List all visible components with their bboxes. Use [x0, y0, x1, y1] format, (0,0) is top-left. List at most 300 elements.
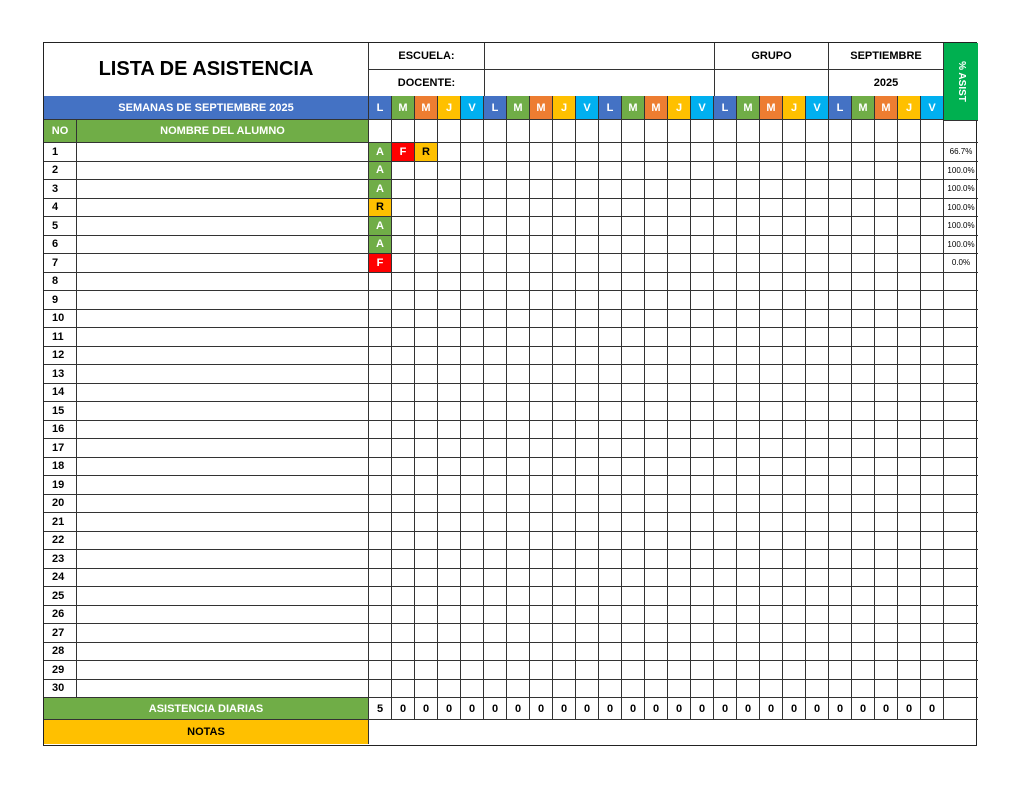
attendance-cell[interactable]: [852, 180, 875, 199]
attendance-cell[interactable]: [576, 199, 599, 218]
attendance-cell[interactable]: [783, 569, 806, 588]
attendance-cell[interactable]: [921, 310, 944, 329]
attendance-cell[interactable]: [921, 254, 944, 273]
attendance-cell[interactable]: [737, 180, 760, 199]
attendance-cell[interactable]: [415, 680, 438, 699]
attendance-cell[interactable]: [576, 661, 599, 680]
attendance-cell[interactable]: [783, 458, 806, 477]
attendance-cell[interactable]: [484, 199, 507, 218]
attendance-cell[interactable]: [714, 680, 737, 699]
attendance-cell[interactable]: [806, 476, 829, 495]
attendance-cell[interactable]: [553, 439, 576, 458]
attendance-cell[interactable]: [507, 550, 530, 569]
attendance-cell[interactable]: [737, 347, 760, 366]
attendance-cell[interactable]: [714, 513, 737, 532]
attendance-cell[interactable]: [760, 661, 783, 680]
attendance-cell[interactable]: [875, 624, 898, 643]
attendance-cell[interactable]: [691, 513, 714, 532]
attendance-cell[interactable]: [438, 458, 461, 477]
attendance-cell[interactable]: [461, 550, 484, 569]
attendance-cell[interactable]: [806, 569, 829, 588]
attendance-cell[interactable]: [576, 291, 599, 310]
attendance-cell[interactable]: [622, 513, 645, 532]
attendance-cell[interactable]: [530, 347, 553, 366]
attendance-cell[interactable]: [415, 162, 438, 181]
attendance-cell[interactable]: [691, 384, 714, 403]
attendance-cell[interactable]: [530, 236, 553, 255]
attendance-cell[interactable]: [645, 310, 668, 329]
attendance-cell[interactable]: [622, 421, 645, 440]
attendance-cell[interactable]: [599, 606, 622, 625]
attendance-cell[interactable]: [737, 532, 760, 551]
attendance-cell[interactable]: [875, 143, 898, 162]
attendance-cell[interactable]: [714, 439, 737, 458]
attendance-cell[interactable]: [553, 236, 576, 255]
attendance-cell[interactable]: [875, 569, 898, 588]
attendance-cell[interactable]: [392, 273, 415, 292]
attendance-cell[interactable]: [645, 291, 668, 310]
attendance-cell[interactable]: [668, 162, 691, 181]
attendance-cell[interactable]: [599, 254, 622, 273]
attendance-cell[interactable]: [438, 162, 461, 181]
attendance-cell[interactable]: [806, 365, 829, 384]
group-field[interactable]: [715, 70, 829, 97]
attendance-cell[interactable]: [668, 143, 691, 162]
attendance-cell[interactable]: [852, 458, 875, 477]
attendance-cell[interactable]: [599, 310, 622, 329]
attendance-cell[interactable]: [369, 458, 392, 477]
attendance-cell[interactable]: [645, 143, 668, 162]
attendance-cell[interactable]: [438, 217, 461, 236]
attendance-cell[interactable]: [622, 458, 645, 477]
attendance-cell[interactable]: [599, 532, 622, 551]
attendance-cell[interactable]: [760, 624, 783, 643]
attendance-cell[interactable]: [369, 384, 392, 403]
attendance-cell[interactable]: [737, 680, 760, 699]
attendance-cell[interactable]: [369, 550, 392, 569]
attendance-cell[interactable]: [668, 365, 691, 384]
attendance-cell[interactable]: [622, 569, 645, 588]
attendance-cell[interactable]: [530, 402, 553, 421]
attendance-cell[interactable]: [484, 439, 507, 458]
attendance-cell[interactable]: [760, 143, 783, 162]
attendance-cell[interactable]: [622, 328, 645, 347]
attendance-cell[interactable]: [898, 587, 921, 606]
attendance-cell[interactable]: [438, 569, 461, 588]
attendance-cell[interactable]: [852, 310, 875, 329]
attendance-cell[interactable]: [530, 569, 553, 588]
attendance-cell[interactable]: [898, 365, 921, 384]
attendance-cell[interactable]: [783, 587, 806, 606]
attendance-mark[interactable]: A: [369, 217, 392, 236]
attendance-cell[interactable]: [461, 162, 484, 181]
attendance-cell[interactable]: [438, 495, 461, 514]
attendance-cell[interactable]: [921, 162, 944, 181]
attendance-cell[interactable]: [415, 384, 438, 403]
attendance-cell[interactable]: [898, 310, 921, 329]
attendance-cell[interactable]: [599, 624, 622, 643]
attendance-cell[interactable]: [415, 254, 438, 273]
attendance-cell[interactable]: [898, 476, 921, 495]
attendance-cell[interactable]: [576, 236, 599, 255]
attendance-cell[interactable]: [760, 310, 783, 329]
attendance-cell[interactable]: [760, 643, 783, 662]
attendance-cell[interactable]: [622, 347, 645, 366]
attendance-cell[interactable]: [438, 254, 461, 273]
attendance-cell[interactable]: [898, 199, 921, 218]
attendance-cell[interactable]: [714, 476, 737, 495]
attendance-cell[interactable]: [599, 384, 622, 403]
teacher-field[interactable]: [485, 70, 715, 97]
student-name-field[interactable]: [77, 458, 369, 477]
attendance-cell[interactable]: [576, 532, 599, 551]
attendance-cell[interactable]: [438, 532, 461, 551]
attendance-cell[interactable]: [553, 328, 576, 347]
attendance-cell[interactable]: [507, 476, 530, 495]
attendance-cell[interactable]: [875, 495, 898, 514]
attendance-cell[interactable]: [599, 458, 622, 477]
attendance-cell[interactable]: [829, 439, 852, 458]
attendance-cell[interactable]: [599, 550, 622, 569]
attendance-cell[interactable]: [599, 495, 622, 514]
attendance-cell[interactable]: [691, 643, 714, 662]
attendance-cell[interactable]: [530, 291, 553, 310]
attendance-cell[interactable]: [898, 273, 921, 292]
attendance-cell[interactable]: [852, 384, 875, 403]
attendance-cell[interactable]: [484, 217, 507, 236]
attendance-cell[interactable]: [461, 643, 484, 662]
attendance-cell[interactable]: [668, 310, 691, 329]
attendance-cell[interactable]: [438, 643, 461, 662]
student-name-field[interactable]: [77, 143, 369, 162]
attendance-cell[interactable]: [461, 217, 484, 236]
attendance-cell[interactable]: [691, 550, 714, 569]
attendance-cell[interactable]: [553, 254, 576, 273]
attendance-cell[interactable]: [668, 643, 691, 662]
attendance-cell[interactable]: [553, 513, 576, 532]
attendance-cell[interactable]: [806, 291, 829, 310]
attendance-cell[interactable]: [392, 587, 415, 606]
attendance-cell[interactable]: [530, 254, 553, 273]
attendance-cell[interactable]: [553, 217, 576, 236]
attendance-cell[interactable]: [530, 643, 553, 662]
attendance-mark[interactable]: R: [369, 199, 392, 218]
attendance-cell[interactable]: [645, 199, 668, 218]
attendance-cell[interactable]: [392, 495, 415, 514]
attendance-cell[interactable]: [484, 458, 507, 477]
student-name-field[interactable]: [77, 513, 369, 532]
attendance-cell[interactable]: [484, 310, 507, 329]
attendance-cell[interactable]: [530, 199, 553, 218]
attendance-cell[interactable]: [783, 550, 806, 569]
attendance-cell[interactable]: [714, 254, 737, 273]
attendance-cell[interactable]: [369, 421, 392, 440]
attendance-cell[interactable]: [599, 587, 622, 606]
attendance-cell[interactable]: [852, 291, 875, 310]
attendance-cell[interactable]: [415, 643, 438, 662]
attendance-cell[interactable]: [645, 476, 668, 495]
attendance-cell[interactable]: [760, 254, 783, 273]
attendance-cell[interactable]: [829, 291, 852, 310]
attendance-cell[interactable]: [852, 513, 875, 532]
attendance-cell[interactable]: [438, 291, 461, 310]
attendance-cell[interactable]: [530, 661, 553, 680]
attendance-cell[interactable]: [714, 328, 737, 347]
attendance-cell[interactable]: [645, 569, 668, 588]
attendance-cell[interactable]: [622, 199, 645, 218]
attendance-cell[interactable]: [484, 513, 507, 532]
attendance-cell[interactable]: [806, 421, 829, 440]
attendance-cell[interactable]: [875, 587, 898, 606]
attendance-cell[interactable]: [392, 328, 415, 347]
attendance-cell[interactable]: [599, 328, 622, 347]
attendance-cell[interactable]: [921, 291, 944, 310]
attendance-cell[interactable]: [691, 661, 714, 680]
attendance-cell[interactable]: [622, 532, 645, 551]
attendance-cell[interactable]: [714, 180, 737, 199]
attendance-cell[interactable]: [760, 180, 783, 199]
attendance-cell[interactable]: [599, 680, 622, 699]
attendance-cell[interactable]: [898, 624, 921, 643]
attendance-cell[interactable]: [921, 550, 944, 569]
attendance-cell[interactable]: [829, 365, 852, 384]
attendance-cell[interactable]: [484, 328, 507, 347]
attendance-cell[interactable]: [484, 476, 507, 495]
attendance-cell[interactable]: [553, 162, 576, 181]
attendance-cell[interactable]: [645, 661, 668, 680]
attendance-cell[interactable]: [714, 587, 737, 606]
attendance-cell[interactable]: [691, 606, 714, 625]
attendance-cell[interactable]: [576, 143, 599, 162]
attendance-cell[interactable]: [691, 273, 714, 292]
attendance-cell[interactable]: [645, 439, 668, 458]
attendance-cell[interactable]: [691, 569, 714, 588]
attendance-cell[interactable]: [829, 236, 852, 255]
attendance-cell[interactable]: [668, 328, 691, 347]
attendance-cell[interactable]: [369, 624, 392, 643]
attendance-cell[interactable]: [737, 606, 760, 625]
attendance-cell[interactable]: [415, 199, 438, 218]
attendance-cell[interactable]: [829, 310, 852, 329]
attendance-cell[interactable]: [921, 384, 944, 403]
attendance-cell[interactable]: [530, 495, 553, 514]
attendance-cell[interactable]: [691, 143, 714, 162]
attendance-cell[interactable]: [553, 495, 576, 514]
attendance-cell[interactable]: [852, 273, 875, 292]
attendance-cell[interactable]: [829, 217, 852, 236]
attendance-cell[interactable]: [691, 180, 714, 199]
attendance-cell[interactable]: [852, 587, 875, 606]
attendance-cell[interactable]: [760, 458, 783, 477]
attendance-cell[interactable]: [415, 476, 438, 495]
attendance-cell[interactable]: [852, 532, 875, 551]
attendance-cell[interactable]: [599, 569, 622, 588]
attendance-cell[interactable]: [875, 384, 898, 403]
attendance-cell[interactable]: [898, 328, 921, 347]
attendance-cell[interactable]: [829, 495, 852, 514]
student-name-field[interactable]: [77, 661, 369, 680]
attendance-cell[interactable]: [668, 476, 691, 495]
attendance-cell[interactable]: [714, 143, 737, 162]
attendance-cell[interactable]: [599, 162, 622, 181]
attendance-cell[interactable]: [760, 606, 783, 625]
attendance-cell[interactable]: [553, 310, 576, 329]
attendance-cell[interactable]: [645, 273, 668, 292]
attendance-cell[interactable]: [875, 680, 898, 699]
attendance-cell[interactable]: [484, 606, 507, 625]
attendance-cell[interactable]: [553, 365, 576, 384]
attendance-cell[interactable]: [507, 661, 530, 680]
attendance-cell[interactable]: [806, 402, 829, 421]
attendance-cell[interactable]: [645, 402, 668, 421]
attendance-cell[interactable]: [530, 587, 553, 606]
attendance-cell[interactable]: [829, 143, 852, 162]
attendance-cell[interactable]: [898, 143, 921, 162]
attendance-cell[interactable]: [392, 199, 415, 218]
attendance-cell[interactable]: [392, 291, 415, 310]
attendance-cell[interactable]: [668, 254, 691, 273]
attendance-cell[interactable]: [576, 421, 599, 440]
attendance-cell[interactable]: [875, 402, 898, 421]
attendance-cell[interactable]: [921, 513, 944, 532]
attendance-cell[interactable]: [599, 180, 622, 199]
attendance-cell[interactable]: [461, 476, 484, 495]
attendance-cell[interactable]: [438, 624, 461, 643]
attendance-cell[interactable]: [783, 384, 806, 403]
attendance-cell[interactable]: [507, 199, 530, 218]
attendance-cell[interactable]: [714, 236, 737, 255]
attendance-cell[interactable]: [415, 569, 438, 588]
attendance-cell[interactable]: [783, 495, 806, 514]
student-name-field[interactable]: [77, 328, 369, 347]
attendance-cell[interactable]: [622, 291, 645, 310]
student-name-field[interactable]: [77, 310, 369, 329]
attendance-cell[interactable]: [875, 328, 898, 347]
attendance-cell[interactable]: [852, 328, 875, 347]
attendance-cell[interactable]: [760, 273, 783, 292]
attendance-cell[interactable]: [599, 347, 622, 366]
attendance-cell[interactable]: [438, 661, 461, 680]
attendance-cell[interactable]: [645, 550, 668, 569]
attendance-cell[interactable]: [668, 606, 691, 625]
attendance-cell[interactable]: [760, 532, 783, 551]
attendance-cell[interactable]: [921, 347, 944, 366]
attendance-cell[interactable]: [553, 421, 576, 440]
attendance-cell[interactable]: [461, 236, 484, 255]
attendance-cell[interactable]: [829, 254, 852, 273]
attendance-cell[interactable]: [760, 328, 783, 347]
attendance-cell[interactable]: [852, 624, 875, 643]
attendance-cell[interactable]: [599, 643, 622, 662]
attendance-cell[interactable]: [898, 217, 921, 236]
attendance-cell[interactable]: [783, 180, 806, 199]
attendance-cell[interactable]: [507, 384, 530, 403]
attendance-cell[interactable]: [806, 273, 829, 292]
attendance-cell[interactable]: [760, 513, 783, 532]
attendance-cell[interactable]: [622, 217, 645, 236]
attendance-cell[interactable]: [668, 291, 691, 310]
attendance-cell[interactable]: [392, 236, 415, 255]
attendance-cell[interactable]: [576, 347, 599, 366]
attendance-cell[interactable]: [829, 199, 852, 218]
attendance-cell[interactable]: [369, 587, 392, 606]
attendance-cell[interactable]: [691, 495, 714, 514]
attendance-cell[interactable]: [461, 624, 484, 643]
attendance-cell[interactable]: [668, 180, 691, 199]
attendance-cell[interactable]: [829, 624, 852, 643]
attendance-cell[interactable]: [875, 550, 898, 569]
attendance-cell[interactable]: [622, 180, 645, 199]
attendance-cell[interactable]: [576, 624, 599, 643]
attendance-cell[interactable]: [921, 328, 944, 347]
attendance-cell[interactable]: [921, 365, 944, 384]
attendance-cell[interactable]: [829, 680, 852, 699]
attendance-cell[interactable]: [691, 458, 714, 477]
attendance-cell[interactable]: [622, 476, 645, 495]
attendance-cell[interactable]: [737, 587, 760, 606]
attendance-mark[interactable]: A: [369, 143, 392, 162]
attendance-mark[interactable]: A: [369, 180, 392, 199]
attendance-cell[interactable]: [783, 162, 806, 181]
attendance-cell[interactable]: [645, 680, 668, 699]
attendance-cell[interactable]: [898, 680, 921, 699]
attendance-cell[interactable]: [898, 458, 921, 477]
attendance-cell[interactable]: [668, 550, 691, 569]
attendance-cell[interactable]: [438, 273, 461, 292]
attendance-cell[interactable]: [714, 217, 737, 236]
attendance-cell[interactable]: [530, 328, 553, 347]
attendance-cell[interactable]: [438, 587, 461, 606]
attendance-cell[interactable]: [622, 439, 645, 458]
attendance-cell[interactable]: [461, 606, 484, 625]
attendance-cell[interactable]: [806, 532, 829, 551]
attendance-cell[interactable]: [553, 680, 576, 699]
attendance-cell[interactable]: [553, 180, 576, 199]
attendance-cell[interactable]: [622, 402, 645, 421]
attendance-cell[interactable]: [737, 402, 760, 421]
attendance-cell[interactable]: [852, 680, 875, 699]
attendance-cell[interactable]: [461, 513, 484, 532]
attendance-cell[interactable]: [806, 458, 829, 477]
attendance-cell[interactable]: [576, 458, 599, 477]
student-name-field[interactable]: [77, 569, 369, 588]
attendance-cell[interactable]: [622, 310, 645, 329]
attendance-cell[interactable]: [392, 624, 415, 643]
attendance-cell[interactable]: [484, 254, 507, 273]
attendance-cell[interactable]: [645, 180, 668, 199]
attendance-cell[interactable]: [714, 421, 737, 440]
attendance-cell[interactable]: [484, 365, 507, 384]
attendance-cell[interactable]: [806, 180, 829, 199]
attendance-cell[interactable]: [737, 439, 760, 458]
attendance-cell[interactable]: [852, 217, 875, 236]
attendance-cell[interactable]: [530, 273, 553, 292]
attendance-cell[interactable]: [438, 199, 461, 218]
attendance-cell[interactable]: [783, 606, 806, 625]
attendance-cell[interactable]: [760, 217, 783, 236]
attendance-cell[interactable]: [369, 365, 392, 384]
attendance-cell[interactable]: [553, 606, 576, 625]
attendance-cell[interactable]: [668, 513, 691, 532]
attendance-cell[interactable]: [392, 680, 415, 699]
attendance-cell[interactable]: [599, 439, 622, 458]
student-name-field[interactable]: [77, 495, 369, 514]
attendance-cell[interactable]: [875, 254, 898, 273]
attendance-cell[interactable]: [507, 439, 530, 458]
attendance-cell[interactable]: [645, 384, 668, 403]
attendance-cell[interactable]: [415, 217, 438, 236]
attendance-mark[interactable]: F: [369, 254, 392, 273]
